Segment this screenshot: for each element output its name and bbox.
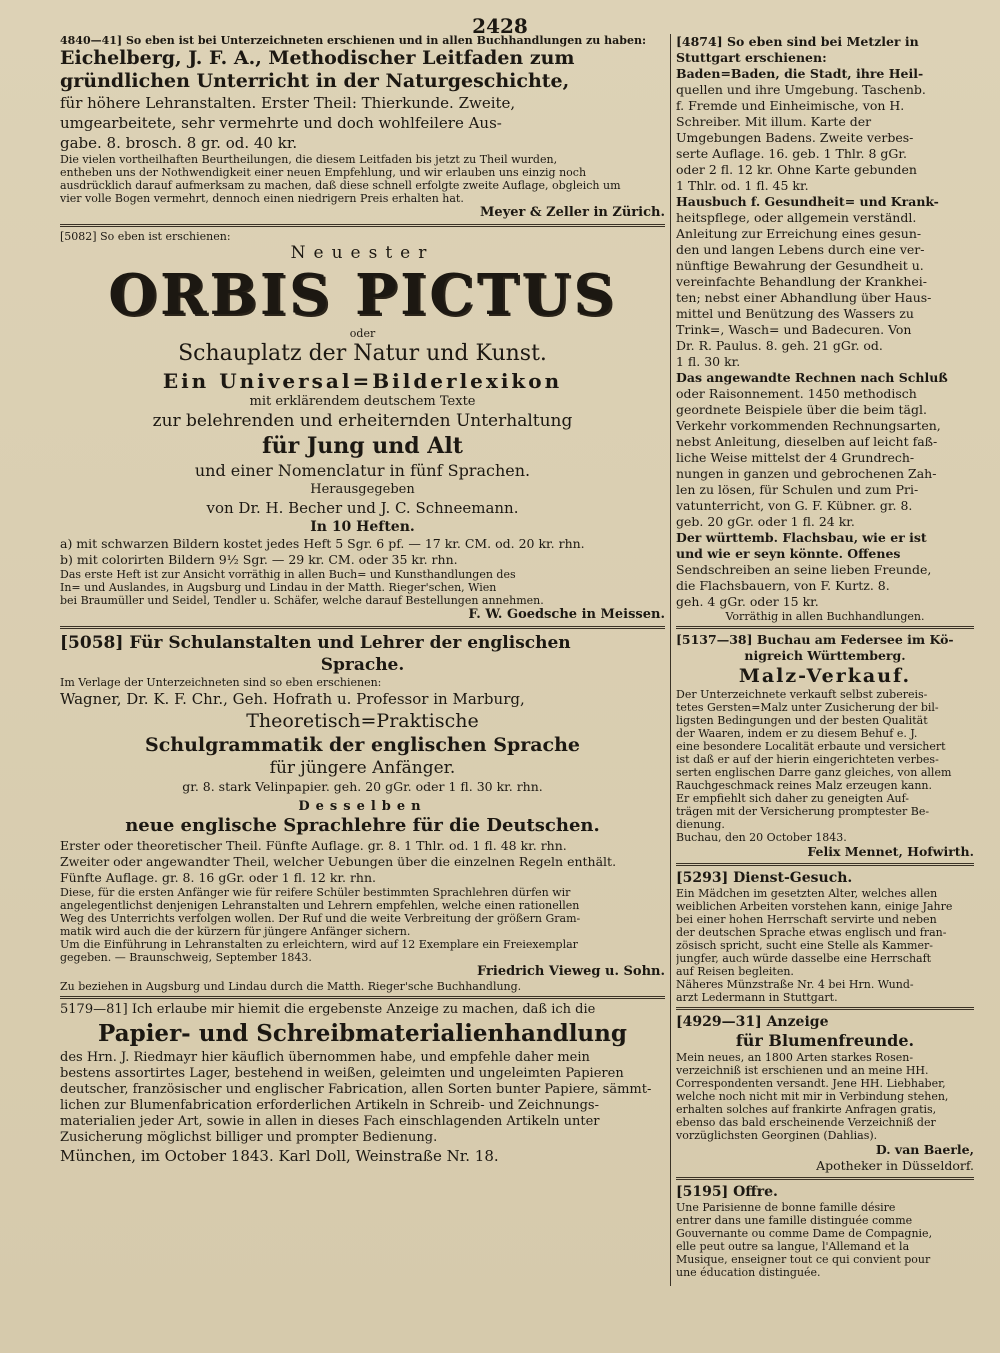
ad-intro: nigreich Württemberg. (744, 648, 906, 663)
ad-text-line: umgearbeitete, sehr vermehrte und doch wohlfeilere Aus- (60, 114, 502, 132)
ad-intro: Stuttgart erschienen: (676, 50, 827, 65)
ad-text-line: len zu lösen, für Schulen und zum Pri- (676, 482, 919, 497)
ad-subtitle: für Jung und Alt (262, 433, 463, 459)
ad-note-line: gegeben. — Braunschweig, September 1843. (60, 951, 312, 964)
ad-footer: Zu beziehen in Augsburg und Lindau durch die Matth. Rieger'sche Buchhandlung. (60, 980, 522, 993)
orbis-pictus-title: ORBIS PICTUS (108, 262, 617, 328)
ad-text-line: die Flachsbauern, von F. Kurtz. 8. (676, 578, 890, 593)
ad-text-line: serten englischen Darre ganz gleiches, von allem (676, 766, 952, 779)
ad-text-line: Musique, enseigner tout ce qui convient pour (676, 1253, 931, 1266)
ad-text-line: arzt Ledermann in Stuttgart. (676, 991, 838, 1004)
ad-paper-shop (60, 1002, 665, 1166)
ad-heading: [5293] Dienst-Gesuch. (676, 870, 853, 886)
ad-text-line: lichen zur Blumenfabrication erforderlichen Artikeln in Schreib- und Zeichnungs- (60, 1098, 599, 1113)
ad-note-line: bei Braumüller und Seidel, Tendler u. Schäfer, welche darauf Bestellungen annehmen. (60, 594, 544, 607)
ad-note-line: ausdrücklich darauf aufmerksam zu machen, daß diese schnell erfolgte zweite Auflage, obgleich um (60, 179, 621, 192)
ad-text-line: Umgebungen Badens. Zweite verbes- (676, 130, 914, 145)
ad-price-line: b) mit colorirten Bildern 9½ Sgr. — 29 kr. CM. oder 35 kr. rhn. (60, 552, 458, 567)
ad-title-line: Malz-Verkauf. (738, 665, 912, 687)
ad-note-line: Das erste Heft ist zur Ansicht vorräthig in allen Buch= und Kunsthandlungen des (60, 568, 516, 581)
ad-price-line: a) mit schwarzen Bildern kostet jedes Heft 5 Sgr. 6 pf. — 17 kr. CM. od. 20 kr. rhn. (60, 536, 585, 551)
ad-text-line: tetes Gersten=Malz unter Zusicherung der bil- (676, 701, 939, 714)
ad-text-line: In 10 Heften. (310, 519, 415, 535)
ad-text-line: oder 2 fl. 12 kr. Ohne Karte gebunden (676, 162, 917, 177)
ad-dienst-gesuch (676, 869, 974, 1004)
ad-heading: [5058] Für Schulanstalten und Lehrer der englischen (60, 633, 571, 653)
ad-text-line: zur belehrenden und erheiternden Unterhaltung (152, 411, 573, 431)
ad-text-line: Zusicherung möglichst billiger und prompter Bedienung. (60, 1130, 438, 1145)
ad-text-line: materialien jeder Art, sowie in allen in dieses Fach einschlagenden Artikeln unter (60, 1114, 600, 1129)
ad-text-line: quellen und ihre Umgebung. Taschenb. (676, 82, 926, 97)
ad-intro: 4840—41] So eben ist bei Unterzeichneten erschienen und in allen Buchhandlungen zu haben: (60, 34, 647, 47)
ad-intro: [5137—38] Buchau am Federsee im Kö- (676, 632, 954, 647)
ad-text-line: den und langen Lebens durch eine ver- (676, 242, 925, 257)
ad-text-line: weiblichen Arbeiten vorstehen kann, einige Jahre (676, 900, 953, 913)
ad-text-line: nungen in ganzen und gebrochenen Zah- (676, 466, 937, 481)
ad-text-line: Hausbuch f. Gesundheit= und Krank- (676, 194, 939, 209)
ad-subtitle: Schauplatz der Natur und Kunst. (178, 341, 547, 366)
ad-text-line: geordnete Beispiele über die beim tägl. (676, 402, 927, 417)
ad-heading: Sprache. (320, 655, 405, 675)
ad-authors: von Dr. H. Becher und J. C. Schneemann. (206, 499, 519, 517)
ad-text-line: Er empfiehlt sich daher zu geneigten Auf- (676, 792, 910, 805)
ad-text-line: Baden=Baden, die Stadt, ihre Heil- (676, 66, 924, 81)
ad-text-line: Ein Mädchen im gesetzten Alter, welches allen (676, 887, 938, 900)
ad-text-line: erhalten solches auf frankirte Anfragen gratis, (676, 1103, 937, 1116)
ad-text-line: ebenso das bald erscheinende Verzeichniß der (676, 1116, 936, 1129)
ad-kicker: Desselben (298, 799, 427, 814)
ad-text-line: mit erklärendem deutschem Texte (249, 394, 476, 409)
ad-text-line: Une Parisienne de bonne famille désire (676, 1201, 896, 1214)
left-column (60, 34, 665, 1166)
ad-text-line: vatunterricht, von G. F. Kübner. gr. 8. (676, 498, 913, 513)
ad-note-line: matik wird auch die der kürzern für jüngere Anfänger sichern. (60, 925, 411, 938)
ad-author: Wagner, Dr. K. F. Chr., Geh. Hofrath u. Professor in Marburg, (60, 690, 525, 708)
ad-text-line: vorzüglichsten Georginen (Dahlias). (676, 1129, 878, 1142)
ad-text-line: bestens assortirtes Lager, bestehend in weißen, geleimten und ungeleimten Papieren (60, 1066, 624, 1081)
ad-text-line: Herausgegeben (310, 482, 415, 497)
ad-metzler (676, 34, 974, 623)
ad-date: Buchau, den 20 October 1843. (676, 831, 847, 844)
ad-text-line: Schreiber. Mit illum. Karte der (676, 114, 872, 129)
ad-title-line: neue englische Sprachlehre für die Deutschen. (125, 815, 600, 836)
ad-text-line: entrer dans une famille distinguée comme (676, 1214, 913, 1227)
ad-text-line: f. Fremde und Einheimische, von H. (676, 98, 905, 113)
ad-intro: 5179—81] Ich erlaube mir hiemit die ergebenste Anzeige zu machen, daß ich die (60, 1002, 596, 1017)
ad-note-line: In= und Auslandes, in Augsburg und Lindau in der Matth. Rieger'schen, Wien (60, 581, 497, 594)
ad-text-line: geh. 4 gGr. oder 15 kr. (676, 594, 819, 609)
ad-title-line: Schulgrammatik der englischen Sprache (144, 734, 581, 756)
ad-title-line: Eichelberg, J. F. A., Methodischer Leitfaden zum (60, 47, 575, 69)
ad-text-line: elle peut outre sa langue, l'Allemand et la (676, 1240, 910, 1253)
ad-text-line: Fünfte Auflage. gr. 8. 16 gGr. oder 1 fl. 12 kr. rhn. (60, 870, 377, 885)
ad-text-line: dienung. (676, 818, 725, 831)
ad-text-line: Sendschreiben an seine lieben Freunde, (676, 562, 932, 577)
ad-separator (60, 626, 665, 629)
ad-separator (676, 1177, 974, 1180)
ad-signature: F. W. Goedsche in Meissen. (468, 607, 665, 622)
ad-text-line: serte Auflage. 16. geb. 1 Thlr. 8 gGr. (676, 146, 907, 161)
ad-text-line: des Hrn. J. Riedmayr hier käuflich übernommen habe, und empfehle daher mein (60, 1050, 590, 1065)
ad-text-line: eine besondere Localität erbaute und versichert (676, 740, 946, 753)
ad-orbis-pictus (60, 230, 665, 623)
ad-separator (676, 626, 974, 629)
ad-text-line: vereinfachte Behandlung der Krankhei- (676, 274, 928, 289)
ad-note-line: Die vielen vortheilhaften Beurtheilungen, die diesem Leitfaden bis jetzt zu Theil wurden, (60, 153, 558, 166)
ad-text-line: auf Reisen begleiten. (676, 965, 794, 978)
ad-separator (60, 224, 665, 227)
ad-text-line: trägen mit der Versicherung promptester Be- (676, 805, 930, 818)
ad-text-line: ligsten Bedingungen und der besten Qualität (676, 714, 928, 727)
ad-text-line: bei einer hohen Herrschaft servirte und neben (676, 913, 937, 926)
ad-text-line: und wie er seyn könnte. Offenes (676, 546, 901, 561)
ad-text-line: nebst Anleitung, dieselben auf leicht faß- (676, 434, 938, 449)
ad-text-line: heitspflege, oder allgemein verständl. (676, 210, 917, 225)
ad-text-line: 1 Thlr. od. 1 fl. 45 kr. (676, 178, 809, 193)
ad-text-line: und einer Nomenclatur in fünf Sprachen. (194, 461, 531, 480)
ad-text-line: Erster oder theoretischer Theil. Fünfte Auflage. gr. 8. 1 Thlr. od. 1 fl. 48 kr. rhn. (60, 838, 567, 853)
ad-title-line: Papier- und Schreibmaterialienhandlung (98, 1020, 627, 1047)
ad-separator (676, 863, 974, 866)
ad-signature: D. van Baerle, (875, 1142, 974, 1157)
ad-text-line: deutscher, französischer und englischer Fabrication, allen Sorten bunter Papiere, sämmt- (60, 1082, 652, 1097)
ad-intro: [4874] So eben sind bei Metzler in (676, 34, 919, 49)
ad-text-line: Mein neues, an 1800 Arten starkes Rosen- (676, 1051, 914, 1064)
ad-heading: [4929—31] Anzeige (676, 1014, 829, 1030)
ad-text-line: liche Weise mittelst der 4 Grundrech- (676, 450, 915, 465)
ad-note-line: entheben uns der Nothwendigkeit einer neuen Empfehlung, und wir erlauben uns einzig noch (60, 166, 587, 179)
ad-heading: für Blumenfreunde. (735, 1031, 915, 1050)
ad-signature: Friedrich Vieweg u. Sohn. (477, 964, 665, 979)
page-number: 2428 (472, 14, 528, 38)
ad-text-line: Dr. R. Paulus. 8. geh. 21 gGr. od. (676, 338, 883, 353)
ad-separator (676, 1007, 974, 1010)
ad-text-line: der deutschen Sprache etwas englisch und fran- (676, 926, 947, 939)
ad-heading: [5195] Offre. (676, 1184, 778, 1200)
ad-text-line: Rauchgeschmack reines Malz erzeugen kann. (676, 779, 933, 792)
ad-text-line: Zweiter oder angewandter Theil, welcher Uebungen über die einzelnen Regeln enthält. (60, 854, 617, 869)
ad-separator (60, 996, 665, 999)
ad-text-line: zösisch spricht, sucht eine Stelle als Kammer- (676, 939, 933, 952)
ad-text-line: Das angewandte Rechnen nach Schluß (676, 370, 948, 385)
ad-text-line: mittel und Benützung des Wassers zu (676, 306, 914, 321)
column-divider (670, 34, 671, 1286)
ad-text-line: Anleitung zur Erreichung eines gesun- (676, 226, 922, 241)
ad-text-line: Trink=, Wasch= und Badecuren. Von (676, 322, 912, 337)
ad-text-line: verzeichniß ist erschienen und an meine HH. (676, 1064, 929, 1077)
ad-signature: Meyer & Zeller in Zürich. (480, 205, 665, 220)
ad-connector: oder (349, 327, 376, 340)
ad-text-line: Gouvernante ou comme Dame de Compagnie, (676, 1227, 933, 1240)
ad-subtitle: Ein Universal=Bilderlexikon (162, 369, 563, 393)
ad-text-line: für höhere Lehranstalten. Erster Theil: Thierkunde. Zweite, (60, 94, 516, 112)
ad-text-line: une éducation distinguée. (676, 1266, 821, 1279)
ad-signature: Felix Mennet, Hofwirth. (807, 844, 974, 859)
ad-signature: Apotheker in Düsseldorf. (816, 1158, 974, 1173)
ad-note-line: Um die Einführung in Lehranstalten zu erleichtern, wird auf 12 Exemplare ein Freiexemplar (60, 938, 578, 951)
ad-english-grammar (60, 632, 665, 993)
ad-text-line: der Waaren, indem er zu diesem Behuf e. J. (676, 727, 918, 740)
ad-footer: München, im October 1843. Karl Doll, Weinstraße Nr. 18. (60, 1147, 499, 1165)
ad-offre (676, 1183, 974, 1279)
ad-intro: Im Verlage der Unterzeichneten sind so eben erschienen: (60, 676, 382, 689)
ad-title-line: für jüngere Anfänger. (269, 758, 456, 778)
ad-note-line: Weg des Unterrichts verfolgen wollen. Der Ruf und die weite Verbreitung der größern Gram- (60, 912, 581, 925)
ad-text-line: ten; nebst einer Abhandlung über Haus- (676, 290, 932, 305)
ad-title-line: gründlichen Unterricht in der Naturgeschichte, (60, 70, 570, 92)
ad-footer: Vorräthig in allen Buchhandlungen. (725, 610, 925, 623)
ad-price-line: gr. 8. stark Velinpapier. geh. 20 gGr. oder 1 fl. 30 kr. rhn. (182, 779, 543, 794)
ad-text-line: jungfer, auch würde dasselbe eine Herrschaft (676, 952, 932, 965)
ad-text-line: Der württemb. Flachsbau, wie er ist (676, 530, 927, 545)
ad-text-line: oder Raisonnement. 1450 methodisch (676, 386, 917, 401)
ad-text-line: gabe. 8. brosch. 8 gr. od. 40 kr. (60, 134, 298, 152)
ad-text-line: nünftige Bewahrung der Gesundheit u. (676, 258, 924, 273)
ad-eichelberg (60, 34, 665, 221)
ad-text-line: ist daß er auf der hierin eingerichteten verbes- (676, 753, 939, 766)
ad-title-line: Theoretisch=Praktische (246, 710, 479, 732)
ad-note-line: Diese, für die ersten Anfänger wie für reifere Schüler bestimmten Sprachlehren dürfen wir (60, 886, 571, 899)
ad-text-line: geb. 20 gGr. oder 1 fl. 24 kr. (676, 514, 855, 529)
ad-text-line: Der Unterzeichnete verkauft selbst zubereis- (676, 688, 928, 701)
ad-blumenfreunde (676, 1013, 974, 1174)
ad-intro: [5082] So eben ist erschienen: (60, 230, 231, 243)
ad-text-line: Näheres Münzstraße Nr. 4 bei Hrn. Wund- (676, 978, 914, 991)
ad-text-line: Verkehr vorkommenden Rechnungsarten, (676, 418, 941, 433)
right-column (676, 34, 974, 1279)
ad-text-line: 1 fl. 30 kr. (676, 354, 741, 369)
ad-note-line: vier volle Bogen vermehrt, dennoch einen niedrigern Preis erhalten hat. (60, 192, 464, 205)
ad-text-line: welche noch nicht mit mir in Verbindung stehen, (676, 1090, 949, 1103)
ad-note-line: angelegentlichst denjenigen Lehranstalten und Lehrern empfehlen, welche einen rationellen (60, 899, 580, 912)
ad-text-line: Correspondenten versandt. Jene HH. Liebhaber, (676, 1077, 946, 1090)
ad-malz-verkauf (676, 632, 974, 860)
ad-kicker: Neuester (290, 243, 435, 263)
